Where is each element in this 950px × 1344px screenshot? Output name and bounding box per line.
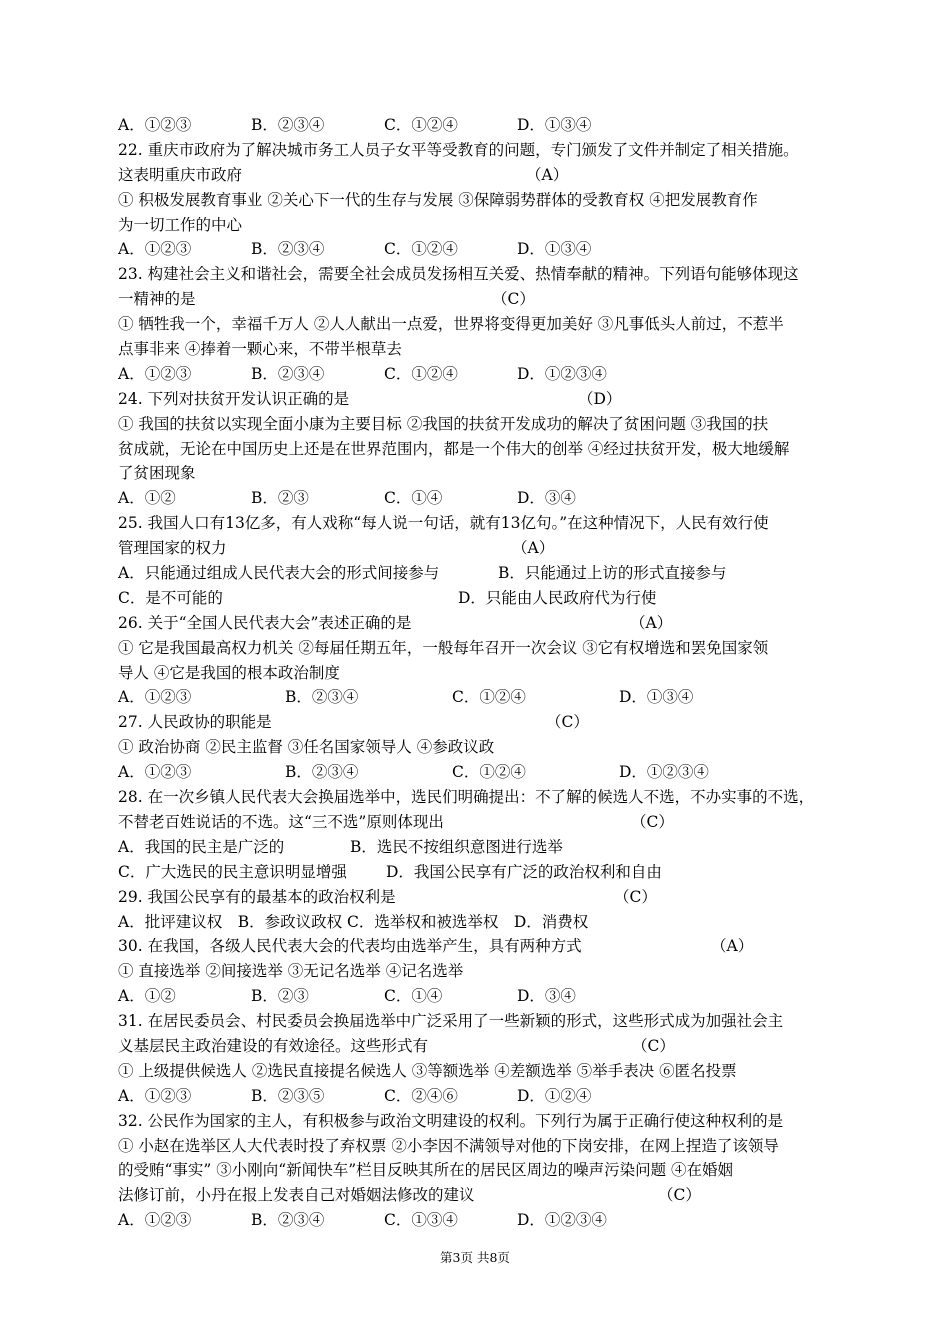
line-text: 法修订前，小丹在报上发表自己对婚姻法修改的建议 (118, 1186, 475, 1205)
answer-key: （C） (492, 290, 535, 309)
answer-option: A．①②③ (118, 763, 192, 782)
line-text: 28. 在一次乡镇人民代表大会换届选举中，选民们明确提出：不了解的候选人不选，不办实事的不选， (118, 788, 815, 807)
answer-key: （A） (512, 539, 555, 558)
answer-option: A．①②③ (118, 1211, 192, 1230)
answer-option: D．①③④ (619, 688, 694, 707)
question-line (118, 312, 838, 337)
line-text: 22. 重庆市政府为了解决城市务工人员子女平等受教育的问题，专门颁发了文件并制定了相关措施。 (118, 140, 799, 159)
line-text: 25. 我国人口有13亿多，有人戏称“每人说一句话，就有13亿句。”在这种情况下，人民有效行使 (118, 514, 769, 533)
answer-option: B．②③④ (285, 688, 359, 707)
answer-option: D．③④ (517, 987, 576, 1006)
question-line (118, 735, 838, 760)
answer-option: D．①③④ (517, 116, 592, 134)
question-line (118, 163, 838, 188)
line-text: 24. 下列对扶贫开发认识正确的是 (118, 389, 350, 408)
answer-option: D．①②③④ (517, 364, 607, 383)
answer-option: C．①②④ (384, 116, 458, 134)
answer-option: B．②③⑤ (251, 1086, 325, 1105)
line-text: ① 直接选举 ②间接选举 ③无记名选举 ④记名选举 (118, 962, 464, 981)
answer-option: B．只能通过上访的形式直接参与 (498, 564, 727, 583)
options-line (118, 1208, 838, 1233)
question-line (118, 710, 838, 735)
line-text: 导人 ④它是我国的根本政治制度 (118, 663, 340, 682)
answer-option: C．①②④ (452, 763, 526, 782)
answer-option: B．②③④ (251, 240, 325, 259)
options-line (118, 984, 838, 1009)
line-text: 管理国家的权力 (118, 539, 227, 558)
line-text: ① 上级提供候选人 ②选民直接提名候选人 ③等额选举 ④差额选举 ⑤举手表决 ⑥匿名投票 (118, 1061, 737, 1080)
line-text: 30. 在我国，各级人民代表大会的代表均由选举产生，具有两种方式 (118, 937, 582, 956)
line-text: ① 积极发展教育事业 ②关心下一代的生存与发展 ③保障弱势群体的受教育权 ④把发展教育作 (118, 190, 758, 209)
answer-option: B．②③④ (251, 1211, 325, 1230)
line-text: 一精神的是 (118, 290, 196, 309)
answer-option: C．②④⑥ (384, 1086, 458, 1105)
question-line (118, 959, 838, 984)
answer-option: C．是不可能的 (118, 588, 223, 607)
question-line (118, 138, 838, 163)
line-text: A．批评建议权 B．参政议政权 C．选举权和被选举权 D．消费权 (118, 912, 589, 931)
question-line (118, 611, 838, 636)
line-text: ① 小赵在选举区人大代表时投了弃权票 ②小李因不满领导对他的下岗安排，在网上捏造了该领导 (118, 1136, 779, 1155)
options-line (118, 113, 838, 138)
question-line (118, 511, 838, 536)
question-line (118, 661, 838, 686)
answer-key: （C） (614, 887, 657, 906)
answer-key: （C） (546, 713, 589, 732)
line-text: 点事非来 ④捧着一颗心来，不带半根草去 (118, 340, 402, 359)
answer-key: （A） (526, 165, 569, 184)
question-line (118, 337, 838, 362)
answer-option: A．①② (118, 489, 176, 508)
answer-option: C．①②④ (384, 240, 458, 259)
question-line (118, 885, 838, 910)
line-text: 32. 公民作为国家的主人，有积极参与政治文明建设的权利。下列行为属于正确行使这种权利的是 (118, 1111, 784, 1130)
line-text: 的受贿“事实” ③小刚向“新闻快车”栏目反映其所在的居民区周边的噪声污染问题 ④在婚姻 (118, 1161, 734, 1180)
answer-key: （C） (631, 812, 674, 831)
answer-option: A．①②③ (118, 1086, 192, 1105)
options-line (118, 561, 838, 586)
answer-option: D．只能由人民政府代为行使 (458, 588, 657, 607)
answer-key: （A） (630, 613, 673, 632)
options-line (118, 362, 838, 387)
answer-option: C．①②④ (384, 364, 458, 383)
question-line (118, 1009, 838, 1034)
answer-option: C．①②④ (452, 688, 526, 707)
options-line (118, 1084, 838, 1109)
line-text: 这表明重庆市政府 (118, 165, 243, 184)
line-text: 31. 在居民委员会、村民委员会换届选举中广泛采用了一些新颖的形式，这些形式成为加强社会主 (118, 1012, 784, 1031)
question-line (118, 437, 838, 462)
line-text: ① 政治协商 ②民主监督 ③任名国家领导人 ④参政议政 (118, 738, 495, 757)
question-line (118, 461, 838, 486)
question-line (118, 1158, 838, 1183)
question-line (118, 412, 838, 437)
line-text: ① 我国的扶贫以实现全面小康为主要目标 ②我国的扶贫开发成功的解决了贫困问题 ③我国的扶 (118, 414, 769, 433)
options-line (118, 586, 838, 611)
options-line (118, 486, 838, 511)
answer-option: D．①③④ (517, 240, 592, 259)
question-line (118, 785, 838, 810)
question-line (118, 1183, 838, 1208)
line-text: 27. 人民政协的职能是 (118, 713, 272, 732)
answer-option: A．①②③ (118, 116, 192, 134)
question-line (118, 1059, 838, 1084)
answer-option: B．②③ (251, 987, 309, 1006)
question-line (118, 1134, 838, 1159)
answer-key: （C） (658, 1186, 701, 1205)
answer-option: C．①④ (384, 987, 443, 1006)
options-line (118, 237, 838, 262)
question-line (118, 910, 838, 935)
question-line (118, 934, 838, 959)
question-line (118, 536, 838, 561)
question-line (118, 1109, 838, 1134)
answer-option: A．①②③ (118, 688, 192, 707)
answer-option: A．①② (118, 987, 176, 1006)
options-line (118, 760, 838, 785)
answer-option: C．①③④ (384, 1211, 458, 1230)
line-text: 义基层民主政治建设的有效途径。这些形式有 (118, 1036, 429, 1055)
answer-option: B．②③④ (251, 116, 325, 134)
question-line (118, 1034, 838, 1059)
answer-option: A．只能通过组成人民代表大会的形式间接参与 (118, 564, 440, 583)
answer-option: D．①②④ (517, 1086, 592, 1105)
question-line (118, 188, 838, 213)
answer-option: B．②③ (251, 489, 309, 508)
question-line (118, 287, 838, 312)
answer-option: D．①②③④ (619, 763, 709, 782)
answer-option: D．①②③④ (517, 1211, 607, 1230)
answer-option: B．②③④ (251, 364, 325, 383)
exam-page-content (118, 113, 838, 1233)
answer-option: D．我国公民享有广泛的政治权利和自由 (386, 862, 662, 881)
answer-option: B．选民不按组织意图进行选举 (350, 837, 563, 856)
answer-option: D．③④ (517, 489, 576, 508)
options-line (118, 835, 838, 860)
line-text: 23. 构建社会主义和谐社会，需要全社会成员发扬相互关爱、热情奉献的精神。下列语句能够体现这 (118, 265, 799, 284)
line-text: 26. 关于“全国人民代表大会”表述正确的是 (118, 613, 412, 632)
answer-option: C．①④ (384, 489, 443, 508)
question-line (118, 636, 838, 661)
answer-option: C．广大选民的民主意识明显增强 (118, 862, 347, 881)
question-line (118, 262, 838, 287)
line-text: 贫成就，无论在中国历史上还是在世界范围内，都是一个伟大的创举 ④经过扶贫开发，极大地缓解 (118, 439, 790, 458)
line-text: ① 牺牲我一个，幸福千万人 ②人人献出一点爱，世界将变得更加美好 ③凡事低头人前过，不惹半 (118, 315, 784, 334)
answer-option: B．②③④ (285, 763, 359, 782)
answer-option: A．①②③ (118, 240, 192, 259)
line-text: 不替老百姓说话的不选。这“三不选”原则体现出 (118, 812, 444, 831)
question-line (118, 387, 838, 412)
line-text: ① 它是我国最高权力机关 ②每届任期五年，一般每年召开一次会议 ③它有权增选和罢免国家领 (118, 638, 769, 657)
line-text: 了贫困现象 (118, 464, 196, 483)
page-footer: 第3页 共8页 (440, 1250, 510, 1265)
answer-key: （D） (578, 389, 622, 408)
answer-key: （C） (632, 1036, 675, 1055)
line-text: 29. 我国公民享有的最基本的政治权利是 (118, 887, 396, 906)
answer-key: （A） (711, 937, 754, 956)
options-line (118, 685, 838, 710)
question-line (118, 213, 838, 238)
question-line (118, 810, 838, 835)
answer-option: A．我国的民主是广泛的 (118, 837, 285, 856)
line-text: 为一切工作的中心 (118, 215, 243, 234)
answer-option: A．①②③ (118, 364, 192, 383)
options-line (118, 860, 838, 885)
